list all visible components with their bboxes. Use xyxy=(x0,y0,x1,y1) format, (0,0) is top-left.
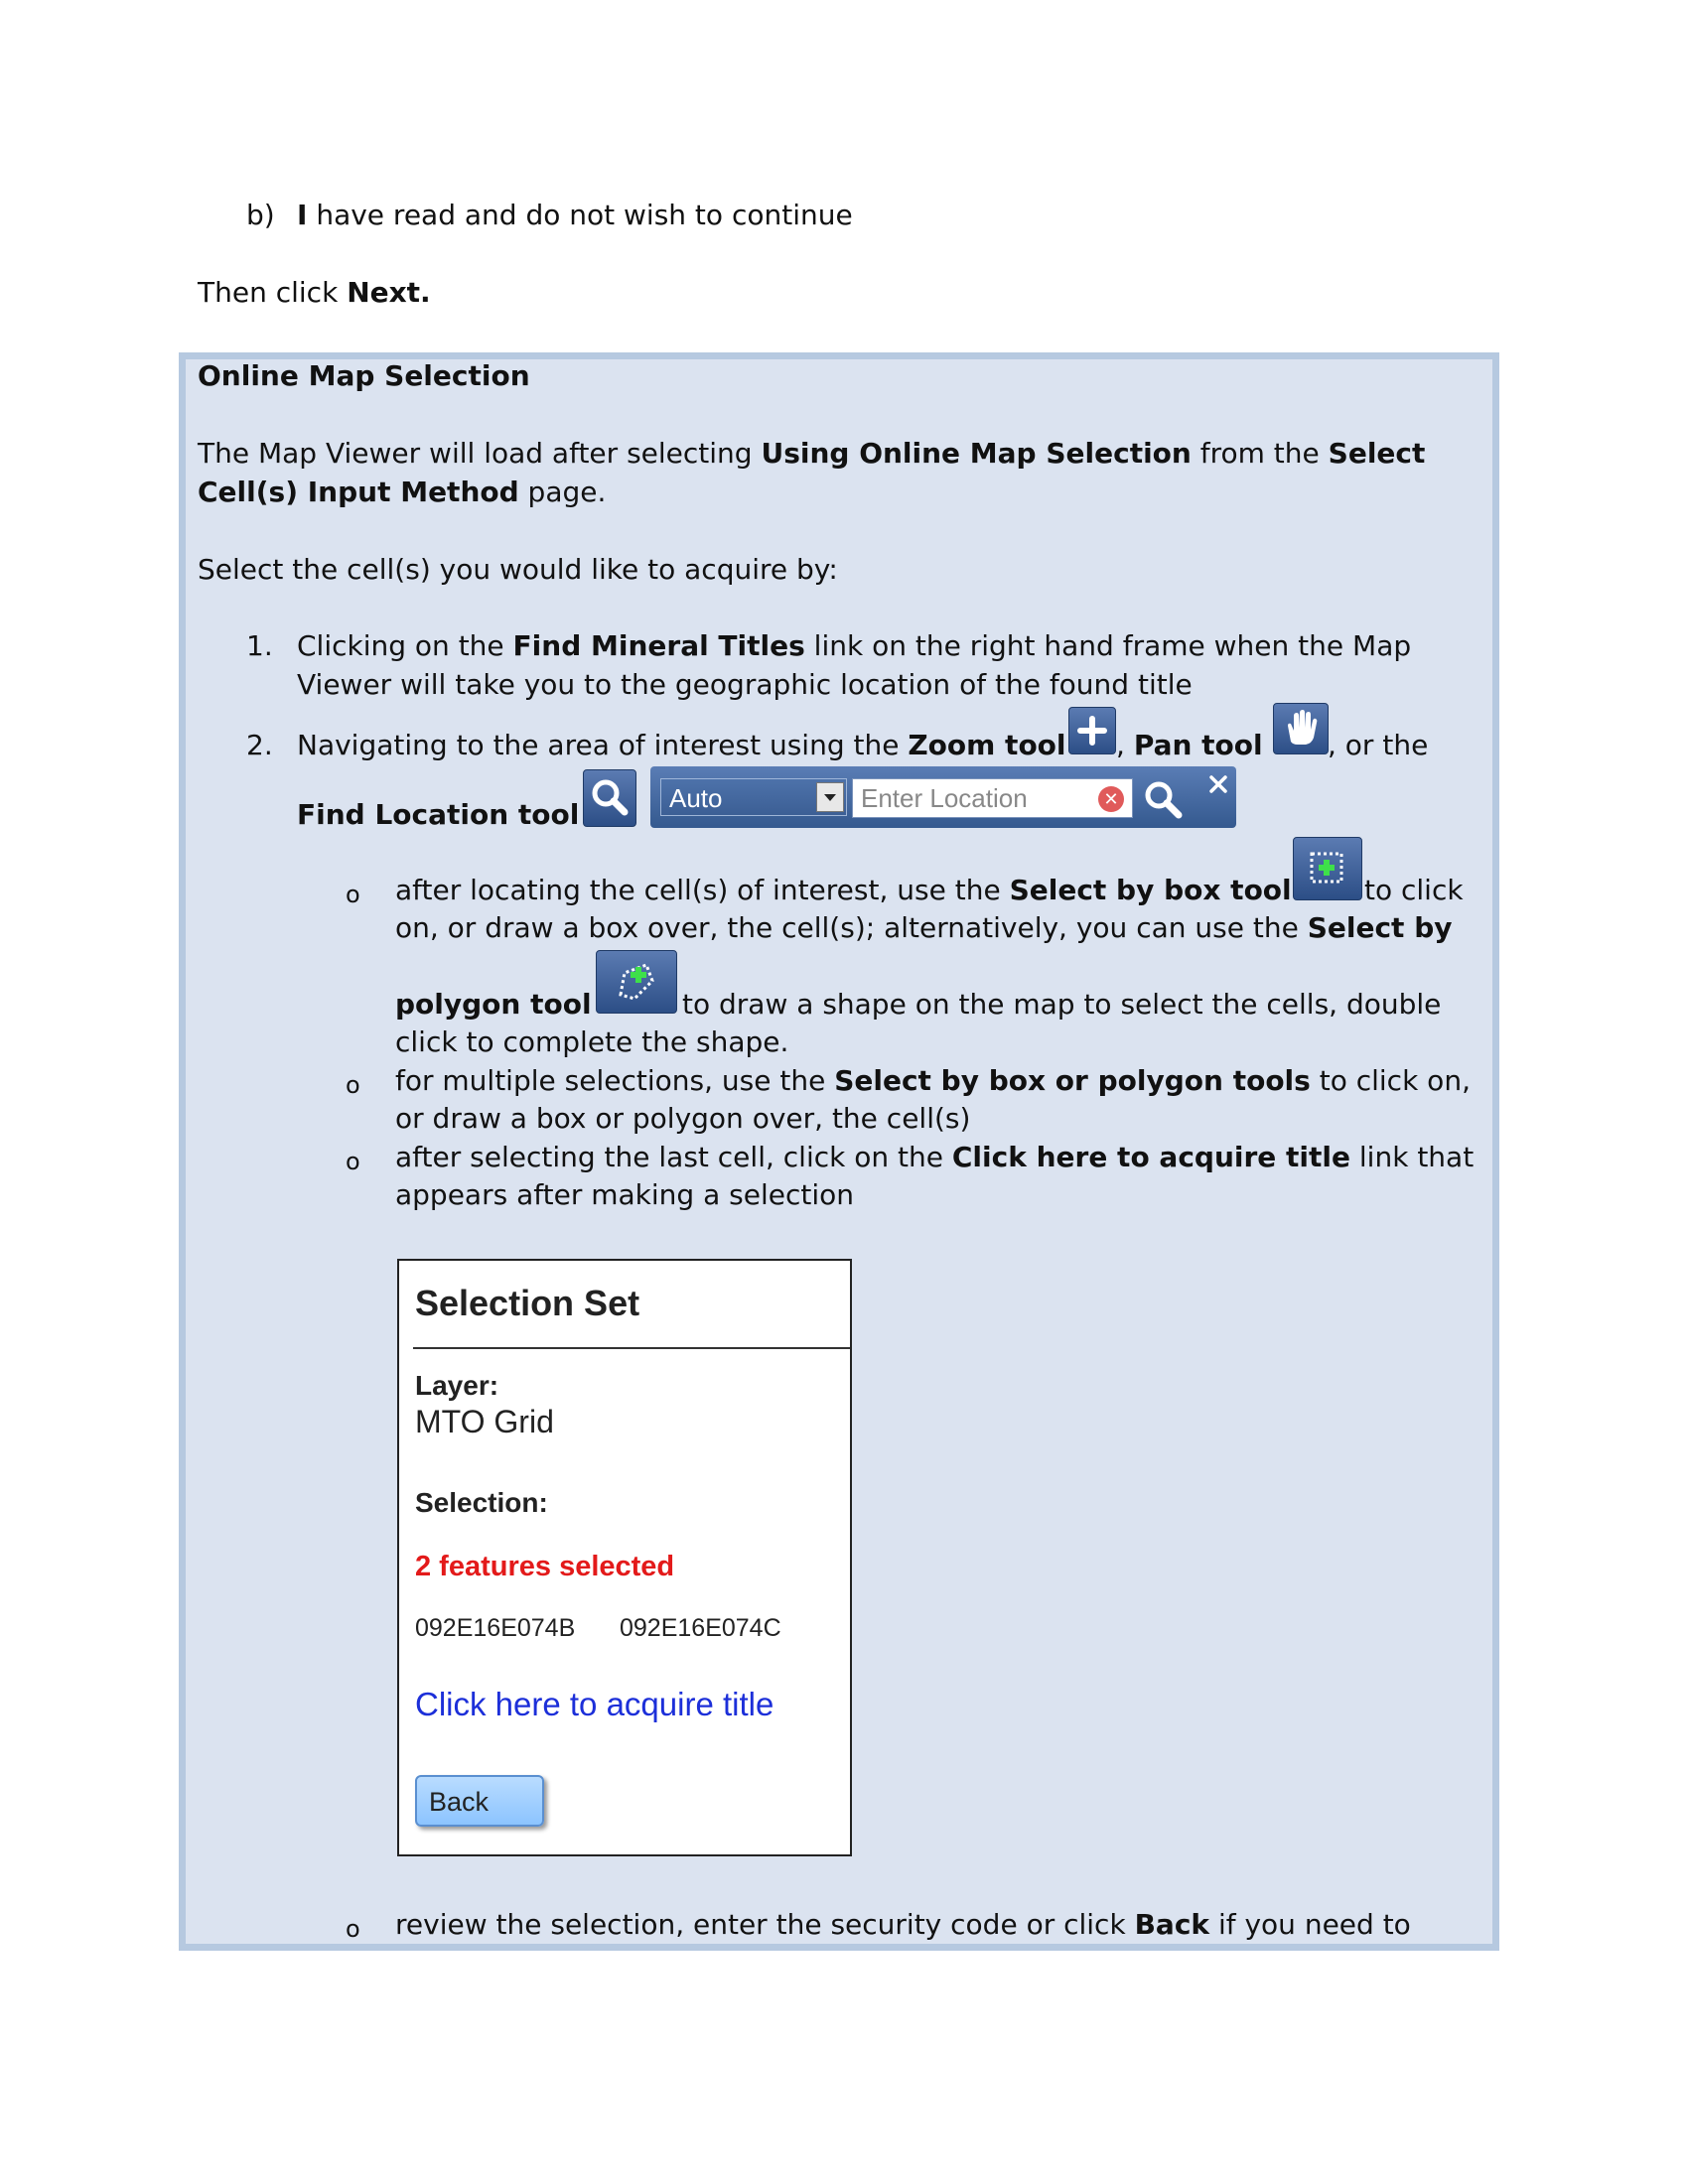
option-b-text xyxy=(297,197,853,234)
b3-c: link that xyxy=(1350,1141,1475,1173)
b2-b: Select by box or polygon tools xyxy=(834,1064,1311,1097)
i1-b: Find Mineral Titles xyxy=(512,629,805,662)
b4-b: Back xyxy=(1134,1908,1210,1941)
bullet-marker-4: o xyxy=(346,1915,360,1943)
find-location-toolbar xyxy=(650,766,1236,828)
location-type-dropdown[interactable] xyxy=(660,778,847,816)
p1-a: The Map Viewer will load after selecting xyxy=(198,437,762,470)
i2-a: Navigating to the area of interest using the xyxy=(297,729,909,761)
back-button[interactable]: Back xyxy=(415,1775,544,1827)
list-item-2-line-1-text xyxy=(297,727,1066,764)
p1-f: page. xyxy=(518,476,607,508)
close-icon[interactable] xyxy=(1206,772,1230,796)
then-next-bold: Next. xyxy=(347,276,431,309)
b1-c: to click xyxy=(1364,874,1464,906)
i2-c: , xyxy=(1116,729,1134,761)
list-item-1-line-2: Viewer will take you to the geographic location of the found title xyxy=(297,668,1193,701)
i1-a: Clicking on the xyxy=(297,629,513,662)
find-location-label: Find Location tool xyxy=(297,798,580,831)
location-search-input[interactable] xyxy=(852,778,1133,818)
b3-b: Click here to acquire title xyxy=(951,1141,1350,1173)
b1-f: polygon tool xyxy=(395,988,592,1021)
b1-e: Select by xyxy=(1307,911,1453,944)
location-type-value: Auto xyxy=(669,783,723,813)
layer-value: MTO Grid xyxy=(415,1404,554,1439)
b4-a: review the selection, enter the security code or click xyxy=(395,1908,1135,1941)
bullet-marker-1: o xyxy=(346,881,360,908)
selected-cell-1: 092E16E074B xyxy=(415,1614,576,1642)
list-number-2: 2. xyxy=(246,729,273,761)
select-by-box-tool-icon xyxy=(1293,837,1362,900)
find-location-tool-icon xyxy=(583,769,636,827)
select-by-polygon-tool-icon xyxy=(596,950,677,1014)
hand-icon xyxy=(1274,704,1328,753)
p1-c: from the xyxy=(1191,437,1329,470)
i1-c: link on the right hand frame when the Map xyxy=(804,629,1412,662)
magnifier-icon xyxy=(584,770,635,826)
bullet-3-line-1 xyxy=(395,1139,1474,1176)
layer-label: Layer: xyxy=(415,1370,499,1401)
select-polygon-icon xyxy=(597,951,676,1013)
acquire-title-link[interactable]: Click here to acquire title xyxy=(415,1686,774,1722)
bullet-2-line-2: or draw a box or polygon over, the cell(s) xyxy=(395,1102,971,1135)
b1-d: on, or draw a box over, the cell(s); alternatively, you can use the xyxy=(395,911,1308,944)
b1-b: Select by box tool xyxy=(1009,874,1292,906)
b4-c: if you need to xyxy=(1209,1908,1411,1941)
option-b-bold: I xyxy=(297,199,308,231)
plus-icon xyxy=(1069,708,1115,753)
bullet-3-line-2: appears after making a selection xyxy=(395,1178,854,1211)
dropdown-arrow-icon[interactable] xyxy=(816,782,844,812)
p1-e: Cell(s) Input Method xyxy=(198,476,519,508)
b1-a: after locating the cell(s) of interest, use the xyxy=(395,874,1010,906)
callout-paragraph-1-line-2 xyxy=(198,474,606,511)
features-selected-count: 2 features selected xyxy=(415,1551,675,1582)
list-item-2-pan-text xyxy=(1116,727,1263,764)
callout-paragraph-2: Select the cell(s) you would like to acquire by: xyxy=(198,553,838,586)
bullet-1-line-2-text xyxy=(395,909,1453,947)
select-box-icon xyxy=(1294,838,1361,899)
zoom-tool-icon xyxy=(1068,707,1116,754)
selection-set-panel xyxy=(397,1259,852,1856)
callout-paragraph-1-line-1 xyxy=(198,435,1425,473)
callout-heading: Online Map Selection xyxy=(198,359,530,392)
i2-d: Pan tool xyxy=(1133,729,1263,761)
bullet-1-line-1-text xyxy=(395,872,1292,909)
selected-cell-2: 092E16E074C xyxy=(620,1614,781,1642)
location-search-placeholder: Enter Location xyxy=(861,783,1028,813)
pan-tool-icon xyxy=(1273,703,1329,754)
list-item-2-or-the: , or the xyxy=(1328,729,1429,761)
then-prefix: Then click xyxy=(198,276,348,309)
b2-c: to click on, xyxy=(1310,1064,1471,1097)
b1-h: click to complete the shape. xyxy=(395,1025,789,1058)
search-icon[interactable] xyxy=(1142,778,1186,820)
b3-a: after selecting the last cell, click on the xyxy=(395,1141,952,1173)
p1-b: Using Online Map Selection xyxy=(761,437,1192,470)
list-item-1-line-1 xyxy=(297,627,1411,665)
list-number-1: 1. xyxy=(246,629,273,662)
i2-b: Zoom tool xyxy=(908,729,1066,761)
title-divider xyxy=(413,1347,850,1349)
bullet-marker-3: o xyxy=(346,1148,360,1175)
p1-d: Select xyxy=(1328,437,1426,470)
then-click-text xyxy=(198,274,431,312)
bullet-4-line-1 xyxy=(395,1906,1411,1944)
b1-g: to draw a shape on the map to select the cells, double xyxy=(682,988,1442,1021)
selection-set-title: Selection Set xyxy=(415,1283,640,1323)
list-marker-b: b) xyxy=(246,199,275,231)
bullet-2-line-1 xyxy=(395,1062,1471,1100)
bullet-marker-2: o xyxy=(346,1071,360,1099)
clear-input-icon[interactable]: ✕ xyxy=(1098,786,1124,812)
option-b-rest: have read and do not wish to continue xyxy=(307,199,853,231)
selection-label: Selection: xyxy=(415,1487,548,1518)
b2-a: for multiple selections, use the xyxy=(395,1064,835,1097)
